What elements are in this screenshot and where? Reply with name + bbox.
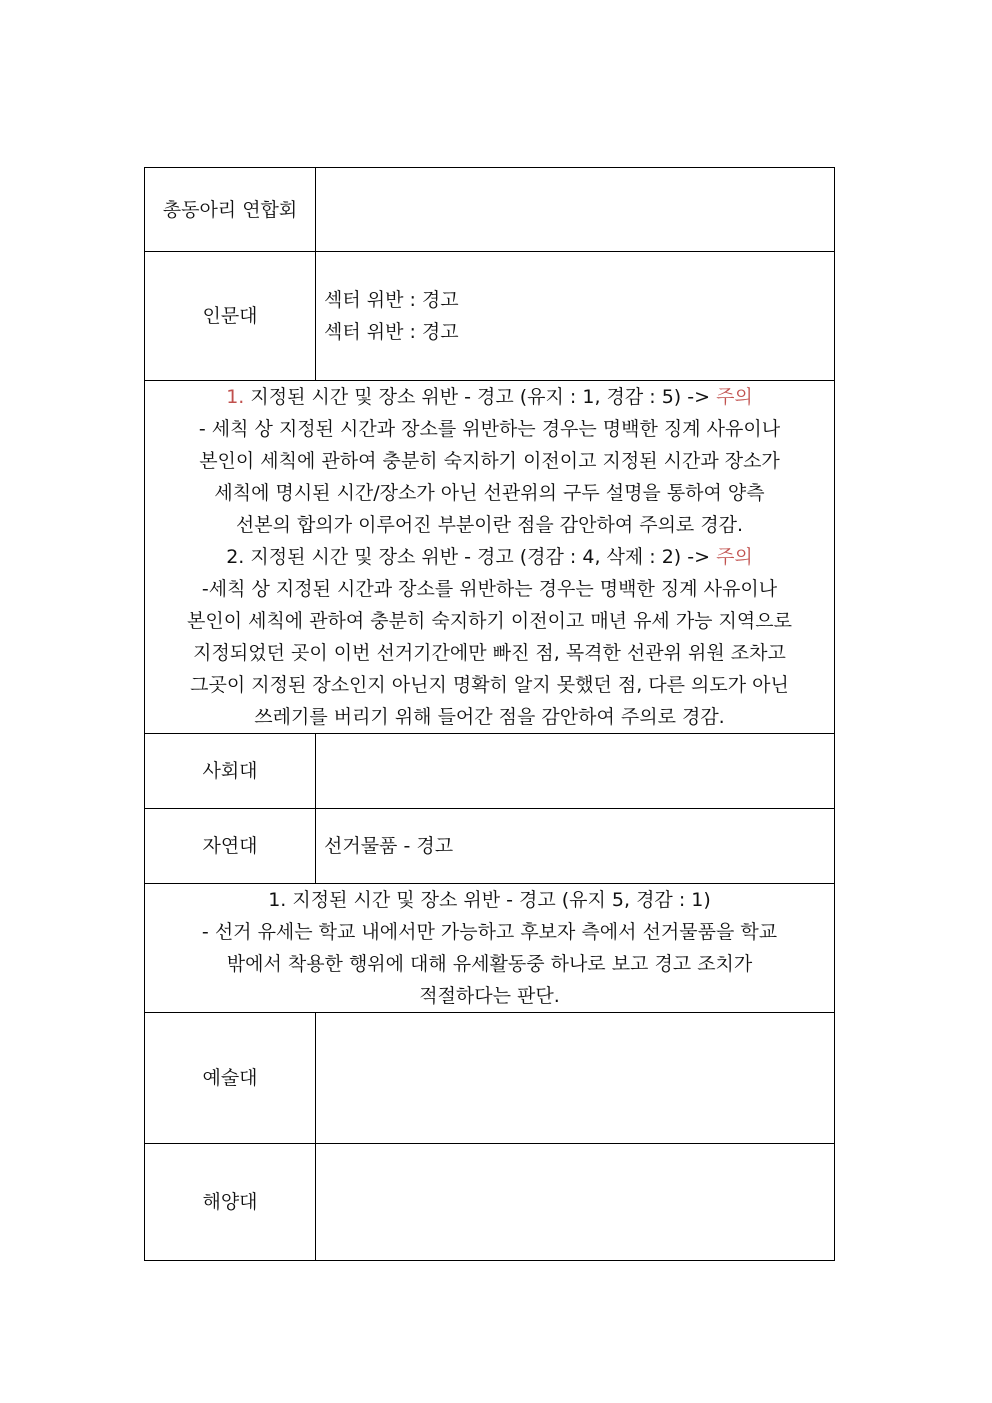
humanities-penalty-line: 섹터 위반 : 경고 [324, 289, 459, 311]
row-label-club-union: 총동아리 연합회 [145, 168, 316, 252]
note-item1-line: 본인이 세칙에 관하여 충분히 숙지하기 이전이고 지정된 시간과 장소가 [199, 450, 780, 472]
note-item2-heading [151, 541, 828, 573]
note-item1-number: 1. [226, 386, 245, 408]
science-note-line: - 선거 유세는 학교 내에서만 가능하고 후보자 측에서 선거물품을 학교 [201, 921, 778, 943]
note-item1-result: 주의 [716, 386, 753, 408]
note-item1-line: - 세칙 상 지정된 시간과 장소를 위반하는 경우는 명백한 징계 사유이나 [198, 418, 781, 440]
table-row [145, 734, 835, 809]
science-note-line: 적절하다는 판단. [419, 985, 560, 1007]
row-content-social-science [316, 734, 835, 809]
table-row [145, 1013, 835, 1144]
note-item2-line: -세칙 상 지정된 시간과 장소를 위반하는 경우는 명백한 징계 사유이나 [201, 578, 778, 600]
note-item1-heading-text: 지정된 시간 및 장소 위반 - 경고 (유지 : 1, 경감 : 5) -> [244, 386, 717, 408]
row-content-club-union [316, 168, 835, 252]
row-content-ocean [316, 1144, 835, 1261]
science-note-line: 밖에서 착용한 행위에 대해 유세활동중 하나로 보고 경고 조치가 [226, 953, 753, 975]
table-row [145, 809, 835, 884]
table-row [145, 381, 835, 734]
row-content-arts [316, 1013, 835, 1144]
science-note [145, 884, 835, 1013]
note-item2-line: 지정되었던 곳이 이번 선거기간에만 빠진 점, 목격한 선관위 위원 조차고 [193, 642, 786, 664]
note-item2-line: 쓰레기를 버리기 위해 들어간 점을 감안하여 주의로 경감. [254, 706, 725, 728]
note-item1-heading [151, 381, 828, 413]
discipline-table [144, 167, 835, 1261]
row-content-humanities [316, 252, 835, 381]
note-item2-line: 본인이 세칙에 관하여 충분히 숙지하기 이전이고 매년 유세 가능 지역으로 [187, 610, 792, 632]
row-content-natural-science: 선거물품 - 경고 [316, 809, 835, 884]
science-note-line: 1. 지정된 시간 및 장소 위반 - 경고 (유지 5, 경감 : 1) [268, 889, 711, 911]
row-label-ocean: 해양대 [145, 1144, 316, 1261]
note-item2-line: 그곳이 지정된 장소인지 아닌지 명확히 알지 못했던 점, 다른 의도가 아닌 [190, 674, 789, 696]
row-label-social-science: 사회대 [145, 734, 316, 809]
humanities-penalty-line: 섹터 위반 : 경고 [324, 321, 459, 343]
row-label-arts: 예술대 [145, 1013, 316, 1144]
table-row [145, 252, 835, 381]
note-item2-result: 주의 [716, 546, 753, 568]
note-item2-heading-text: 2. 지정된 시간 및 장소 위반 - 경고 (경감 : 4, 삭제 : 2) -> [226, 546, 717, 568]
table-row [145, 1144, 835, 1261]
note-item1-line: 선본의 합의가 이루어진 부분이란 점을 감안하여 주의로 경감. [235, 514, 744, 536]
note-item1-line: 세칙에 명시된 시간/장소가 아닌 선관위의 구두 설명을 통하여 양측 [214, 482, 765, 504]
humanities-note [145, 381, 835, 734]
row-label-natural-science: 자연대 [145, 809, 316, 884]
table-row [145, 168, 835, 252]
table-row [145, 884, 835, 1013]
row-label-humanities: 인문대 [145, 252, 316, 381]
